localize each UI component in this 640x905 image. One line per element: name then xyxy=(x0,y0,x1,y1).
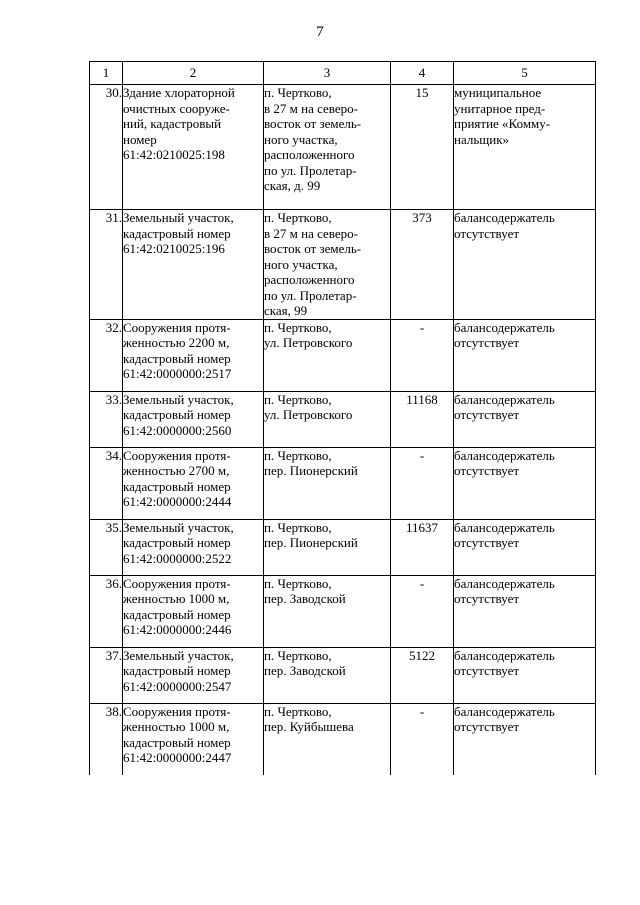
object-address-line: ул. Петровского xyxy=(264,407,353,422)
object-name xyxy=(123,703,264,775)
table-row xyxy=(90,647,596,703)
object-name-line: 61:42:0210025:196 xyxy=(123,241,225,256)
balance-holder-line: отсутствует xyxy=(454,407,520,422)
object-name-line: Сооружения протя- xyxy=(123,319,231,335)
column-header-area: 4 xyxy=(391,62,454,85)
table-row xyxy=(90,519,596,575)
balance-holder xyxy=(454,447,596,519)
object-address xyxy=(264,575,391,647)
object-address-line: п. Чертково, xyxy=(264,647,332,663)
header-row xyxy=(90,62,596,85)
object-address-line: пер. Пионерский xyxy=(264,535,358,550)
object-name-line: Сооружения протя- xyxy=(123,703,231,719)
object-address-line: расположенного xyxy=(264,147,355,162)
object-name-line: кадастровый номер xyxy=(123,535,231,550)
object-name-line: 61:42:0000000:2560 xyxy=(123,422,232,438)
object-address-line: по ул. Пролетар- xyxy=(264,162,357,178)
balance-holder xyxy=(454,319,596,391)
balance-holder-line: отсутствует xyxy=(454,463,520,478)
object-area: 5122 xyxy=(391,647,454,703)
object-address-line: ул. Петровского xyxy=(264,335,353,350)
column-header-address: 3 xyxy=(264,62,391,85)
object-name-line: Сооружения протя- xyxy=(123,575,231,591)
column-header-name: 2 xyxy=(123,62,264,85)
object-address xyxy=(264,703,391,775)
balance-holder-line: балансодержатель xyxy=(454,319,555,335)
object-name xyxy=(123,575,264,647)
row-number: 31. xyxy=(90,210,123,320)
table-row xyxy=(90,85,596,210)
balance-holder-line: отсутствует xyxy=(454,719,520,734)
object-address-line: восток от земель- xyxy=(264,241,362,256)
balance-holder-line: балансодержатель xyxy=(454,575,555,591)
object-name-line: 61:42:0000000:2444 xyxy=(123,494,232,509)
object-name-line: Земельный участок, xyxy=(123,647,234,663)
row-number: 32. xyxy=(90,319,123,391)
object-address xyxy=(264,519,391,575)
object-name xyxy=(123,319,264,391)
object-address-line: п. Чертково, xyxy=(264,319,332,335)
row-number: 36. xyxy=(90,575,123,647)
row-number: 35. xyxy=(90,519,123,575)
object-address-line: п. Чертково, xyxy=(264,391,332,407)
object-name-line: кадастровый номер xyxy=(123,478,231,494)
balance-holder-line: приятие «Комму- xyxy=(454,116,551,131)
object-address-line: ного участка, xyxy=(264,131,338,147)
balance-holder-line: унитарное пред- xyxy=(454,100,546,116)
balance-holder-line: балансодержатель xyxy=(454,647,555,663)
object-name-line: кадастровый номер xyxy=(123,350,231,366)
object-name-line: женностью 2200 м, xyxy=(123,335,230,350)
balance-holder xyxy=(454,391,596,447)
object-area: 373 xyxy=(391,210,454,320)
object-address-line: п. Чертково, xyxy=(264,85,332,100)
object-area: - xyxy=(391,319,454,391)
balance-holder-line: отсутствует xyxy=(454,535,520,550)
object-address xyxy=(264,210,391,320)
object-address-line: в 27 м на северо- xyxy=(264,225,358,241)
balance-holder-line: отсутствует xyxy=(454,335,520,350)
object-name-line: 61:42:0000000:2547 xyxy=(123,678,232,694)
row-number: 33. xyxy=(90,391,123,447)
row-number: 38. xyxy=(90,703,123,775)
object-name-line: кадастровый номер xyxy=(123,663,231,678)
object-name-line: Здание хлораторной xyxy=(123,85,235,100)
object-name-line: кадастровый номер xyxy=(123,407,231,422)
object-address-line: ного участка, xyxy=(264,256,338,272)
balance-holder-line: балансодержатель xyxy=(454,703,555,719)
object-name-line: ний, кадастровый xyxy=(123,116,222,131)
object-name-line: 61:42:0000000:2447 xyxy=(123,750,232,765)
table-row xyxy=(90,447,596,519)
object-name xyxy=(123,447,264,519)
object-name-line: кадастровый номер xyxy=(123,225,231,241)
object-name-line: женностью 2700 м, xyxy=(123,463,230,478)
object-address-line: ская, 99 xyxy=(264,303,308,318)
object-name-line: 61:42:0210025:198 xyxy=(123,147,225,162)
object-area: 11168 xyxy=(391,391,454,447)
object-address-line: ская, д. 99 xyxy=(264,178,321,193)
object-address-line: расположенного xyxy=(264,272,355,287)
object-name xyxy=(123,647,264,703)
page-number: 7 xyxy=(316,24,324,40)
column-header-holder: 5 xyxy=(454,62,596,85)
balance-holder-line: муниципальное xyxy=(454,85,542,100)
balance-holder-line: отсутствует xyxy=(454,591,520,606)
object-name-line: номер xyxy=(123,131,157,147)
row-number: 30. xyxy=(90,85,123,210)
object-address xyxy=(264,447,391,519)
table-body xyxy=(90,85,596,776)
object-address-line: пер. Заводской xyxy=(264,591,346,606)
table-row xyxy=(90,319,596,391)
object-name-line: Земельный участок, xyxy=(123,210,234,225)
object-name-line: кадастровый номер xyxy=(123,606,231,622)
object-address-line: в 27 м на северо- xyxy=(264,100,358,116)
property-table xyxy=(89,61,596,775)
object-area: - xyxy=(391,447,454,519)
row-number: 34. xyxy=(90,447,123,519)
object-name-line: Земельный участок, xyxy=(123,391,234,407)
table-row xyxy=(90,210,596,320)
object-name-line: Земельный участок, xyxy=(123,519,234,535)
row-number: 37. xyxy=(90,647,123,703)
object-address xyxy=(264,647,391,703)
object-address-line: восток от земель- xyxy=(264,116,362,131)
column-header-number: 1 xyxy=(90,62,123,85)
table-row xyxy=(90,575,596,647)
object-area: - xyxy=(391,575,454,647)
object-area: 11637 xyxy=(391,519,454,575)
table-row xyxy=(90,391,596,447)
object-address-line: п. Чертково, xyxy=(264,703,332,719)
object-address-line: пер. Заводской xyxy=(264,663,346,678)
balance-holder xyxy=(454,575,596,647)
balance-holder xyxy=(454,85,596,210)
object-address-line: п. Чертково, xyxy=(264,447,332,463)
balance-holder-line: балансодержатель xyxy=(454,391,555,407)
object-area: 15 xyxy=(391,85,454,210)
object-name-line: 61:42:0000000:2517 xyxy=(123,366,232,381)
object-address-line: пер. Пионерский xyxy=(264,463,358,478)
balance-holder-line: балансодержатель xyxy=(454,519,555,535)
object-address-line: п. Чертково, xyxy=(264,519,332,535)
object-address-line: пер. Куйбышева xyxy=(264,719,354,734)
object-area: - xyxy=(391,703,454,775)
object-name-line: очистных сооруже- xyxy=(123,100,230,116)
balance-holder-line: балансодержатель xyxy=(454,447,555,463)
object-address xyxy=(264,85,391,210)
balance-holder-line: отсутствует xyxy=(454,225,520,241)
object-name-line: 61:42:0000000:2446 xyxy=(123,622,232,637)
object-name xyxy=(123,519,264,575)
object-name-line: женностью 1000 м, xyxy=(123,719,230,734)
object-name xyxy=(123,210,264,320)
balance-holder-line: отсутствует xyxy=(454,663,520,678)
object-address-line: п. Чертково, xyxy=(264,575,332,591)
object-name-line: 61:42:0000000:2522 xyxy=(123,550,232,566)
table-row xyxy=(90,703,596,775)
object-address xyxy=(264,319,391,391)
balance-holder xyxy=(454,703,596,775)
object-name-line: женностью 1000 м, xyxy=(123,591,230,606)
object-name-line: кадастровый номер xyxy=(123,734,231,750)
object-name-line: Сооружения протя- xyxy=(123,447,231,463)
object-address xyxy=(264,391,391,447)
object-address-line: п. Чертково, xyxy=(264,210,332,225)
object-name xyxy=(123,391,264,447)
balance-holder-line: нальщик» xyxy=(454,131,510,147)
balance-holder xyxy=(454,519,596,575)
object-address-line: по ул. Пролетар- xyxy=(264,287,357,303)
balance-holder xyxy=(454,210,596,320)
object-name xyxy=(123,85,264,210)
balance-holder-line: балансодержатель xyxy=(454,210,555,225)
balance-holder xyxy=(454,647,596,703)
